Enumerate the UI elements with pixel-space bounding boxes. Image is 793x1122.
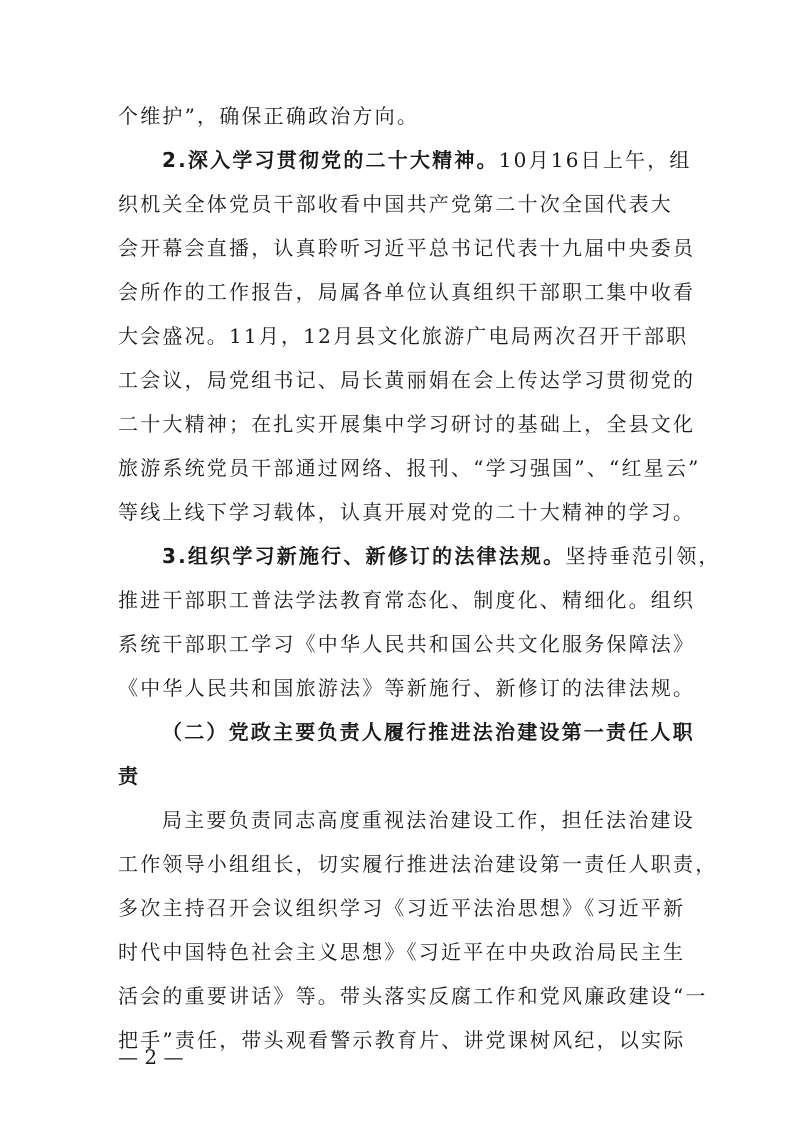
paragraph-3-first-line [162,536,721,576]
section-heading: （二）党政主要负责人履行推进法治建设第一责任人职 [162,720,695,744]
text-line-17: 局主要负责同志高度重视法治建设工作，担任法治建设 [162,808,695,832]
paragraph-3-lead: 坚持垂范引领， [565,544,721,568]
text-line-7: 工会议，局党组书记、局长黄丽娟在会上传达学习贯彻党的 [118,368,696,392]
text-line-1: 个维护”，确保正确政治方向。 [118,104,420,128]
text-line-19: 多次主持召开会议组织学习《习近平法治思想》《习近平新 [118,896,686,920]
text-line-4: 会开幕会直播，认真聆听习近平总书记代表十九届中央委员 [118,236,696,260]
section-heading-continued: 责 [118,764,141,788]
text-line-18: 工作领导小组组长，切实履行推进法治建设第一责任人职责， [118,852,718,876]
text-line-9: 旅游系统党员干部通过网络、报刊、“学习强国”、“红星云” [118,456,701,480]
text-line-5: 会所作的工作报告，局属各单位认真组织干部职工集中收看 [118,280,696,304]
page-number: — 2 — [118,1045,184,1069]
text-line-21: 活会的重要讲话》等。带头落实反腐工作和党风廉政建设“一 [118,984,708,1008]
text-line-13: 系统干部职工学习《中华人民共和国公共文化服务保障法》 [118,632,696,656]
paragraph-2-title: 2.深入学习贯彻党的二十大精神。 [162,148,499,172]
text-line-22: 把手”责任，带头观看警示教育片、讲党课树风纪，以实际 [118,1028,686,1052]
text-line-6: 大会盛况。11月，12月县文化旅游广电局两次召开干部职 [118,324,689,348]
paragraph-3-title: 3.组织学习新施行、新修订的法律法规。 [162,544,566,568]
text-line-20: 时代中国特色社会主义思想》《习近平在中央政治局民主生 [118,940,686,964]
text-line-10: 等线上线下学习载体，认真开展对党的二十大精神的学习。 [118,500,696,524]
text-line-3: 织机关全体党员干部收看中国共产党第二十次全国代表大 [118,192,673,216]
paragraph-2-lead: 10月16日上午，组 [498,148,692,172]
text-line-12: 推进干部职工普法学法教育常态化、制度化、精细化。组织 [118,588,696,612]
text-line-8: 二十大精神；在扎实开展集中学习研讨的基础上，全县文化 [118,412,696,436]
text-line-14: 《中华人民共和国旅游法》等新施行、新修订的法律法规。 [118,676,696,700]
paragraph-2-first-line [162,140,692,180]
